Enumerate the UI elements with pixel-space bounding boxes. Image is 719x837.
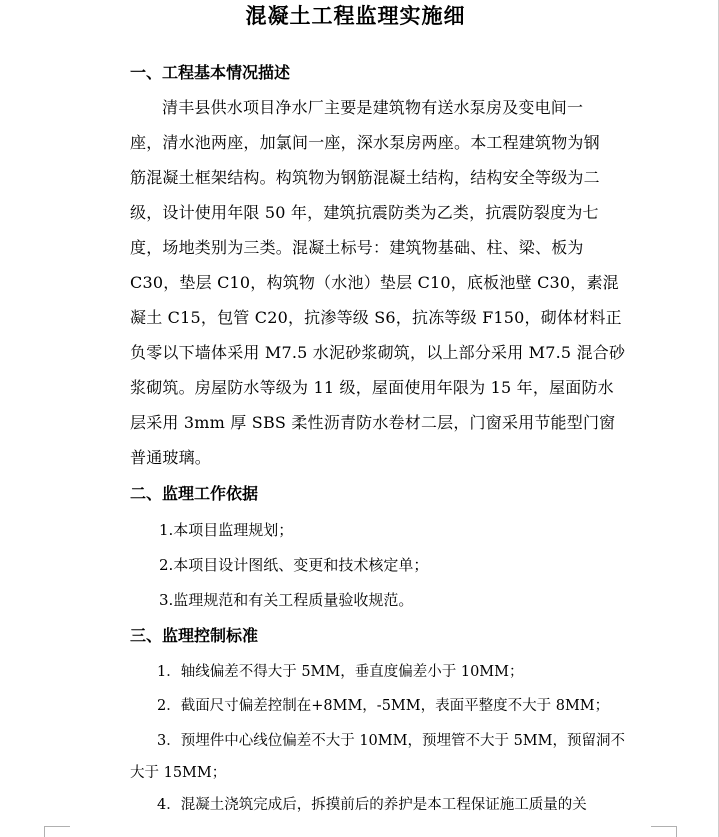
list-item: 1.本项目监理规划；: [159, 521, 294, 539]
crop-mark: [44, 826, 70, 827]
body-line: C30，垫层 C10，构筑物（水池）垫层 C10，底板池壁 C30，素混: [130, 273, 619, 292]
list-item: 4．混凝土浇筑完成后，拆摸前后的养护是本工程保证施工质量的关: [157, 797, 587, 813]
section-heading-1: 一、工程基本情况描述: [130, 63, 291, 82]
body-line: 负零以下墙体采用 M7.5 水泥砂浆砌筑，以上部分采用 M7.5 混合砂: [130, 343, 626, 362]
body-line: 座，清水池两座，加氯间一座，深水泵房两座。本工程建筑物为钢: [130, 133, 600, 152]
crop-mark: [676, 826, 677, 837]
crop-mark: [44, 826, 45, 837]
list-item: 1．轴线偏差不得大于 5MM，垂直度偏差小于 10MM；: [157, 664, 524, 680]
list-item: 2．截面尺寸偏差控制在+8MM，-5MM，表面平整度不大于 8MM；: [157, 698, 610, 714]
list-item: 2.本项目设计图纸、变更和技术核定单；: [159, 556, 429, 574]
list-item: 3.监理规范和有关工程质量验收规范。: [159, 591, 414, 609]
list-item: 3．预埋件中心线位偏差不大于 10MM，预埋管不大于 5MM，预留洞不: [157, 733, 626, 749]
body-line: 清丰县供水项目净水厂主要是建筑物有送水泵房及变电间一: [162, 98, 584, 117]
document-title: 混凝土工程监理实施细: [245, 4, 466, 28]
body-line: 凝土 C15，包管 C20，抗渗等级 S6，抗冻等级 F150，砌体材料正: [130, 308, 622, 327]
list-item: 大于 15MM；: [130, 765, 227, 781]
body-line: 筋混凝土框架结构。构筑物为钢筋混凝土结构，结构安全等级为二: [130, 168, 600, 187]
body-line: 浆砌筑。房屋防水等级为 11 级，屋面使用年限为 15 年，屋面防水: [130, 378, 614, 397]
body-line: 级，设计使用年限 50 年，建筑抗震防类为乙类，抗震防裂度为七: [130, 203, 599, 222]
body-line: 层采用 3mm 厚 SBS 柔性沥青防水卷材二层，门窗采用节能型门窗: [130, 413, 616, 432]
body-line: 普通玻璃。: [130, 448, 212, 467]
section-heading-2: 二、监理工作依据: [130, 484, 259, 503]
body-line: 度，场地类别为三类。混凝土标号：建筑物基础、柱、梁、板为: [130, 238, 584, 257]
crop-mark: [651, 826, 677, 827]
section-heading-3: 三、监理控制标准: [130, 626, 259, 645]
